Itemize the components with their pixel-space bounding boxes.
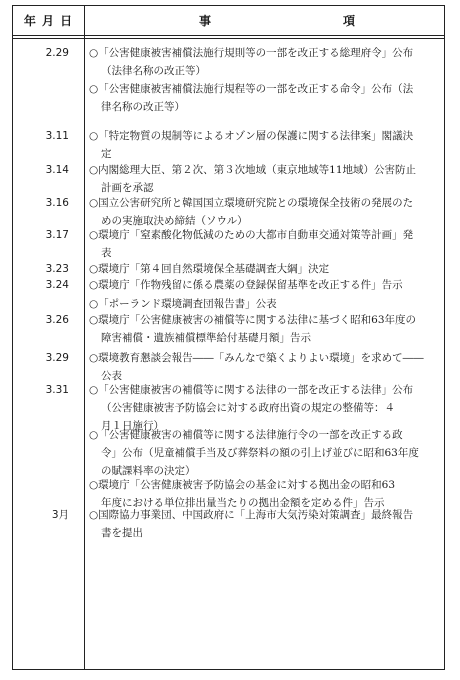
header-item-column-char2: 項	[343, 14, 356, 28]
entry-date: 3.17	[45, 229, 69, 241]
header-item-column-char1: 事	[199, 14, 212, 28]
entry-text-line: 計画を承認	[101, 182, 154, 194]
entry-text-line: の賦課料率の決定）	[101, 465, 196, 477]
column-divider	[84, 6, 85, 669]
entry-date: 3.11	[45, 130, 69, 142]
header-date-column: 年 月 日	[23, 14, 74, 28]
entry-text-line: 定	[101, 148, 112, 160]
entry-text-line: 書を提出	[101, 527, 143, 539]
entry-text-line: ○「公害健康被害補償法施行規則等の一部を改正する総理府令」公布	[89, 47, 414, 59]
entry-text	[89, 44, 439, 80]
entry-text-line: 月１日施行）	[101, 420, 164, 432]
entry-text-line: 公表	[101, 370, 122, 382]
entry-text-line: ○「特定物質の規制等によるオゾン層の保護に関する法律案」閣議決	[89, 130, 414, 142]
entry-text	[89, 349, 439, 385]
header-rule	[13, 35, 444, 36]
entry-text-line: ○国際協力事業団、中国政府に「上海市大気汚染対策調査」最終報告	[89, 509, 414, 521]
entry-text-line: ○環境庁「第４回自然環境保全基礎調査大綱」決定	[89, 263, 330, 275]
entry-text	[89, 80, 439, 116]
entry-text-line: ○国立公害研究所と韓国国立環境研究院との環境保全技術の発展のた	[89, 197, 414, 209]
entry-text-line: （法律名称の改正等）	[101, 65, 206, 77]
entry-text-line: 障害補償・遺族補償標準給付基礎月額」告示	[101, 332, 311, 344]
entry-date: 3.29	[45, 352, 69, 364]
entry-text-line: ○「公害健康被害補償法施行規程等の一部を改正する命令」公布（法	[89, 83, 414, 95]
entry-date: 3.14	[45, 164, 69, 176]
entry-date: 3.23	[45, 263, 69, 275]
entry-date: 3月	[51, 509, 69, 521]
entry-text-line: ○「ポーランド環境調査団報告書」公表	[89, 298, 277, 310]
entry-text-line: ○「公害健康被害の補償等に関する法律の一部を改正する法律」公布	[89, 384, 414, 396]
entry-text-line: 令」公布（児童補償手当及び葬祭料の額の引上げ並びに昭和63年度	[101, 447, 419, 459]
entry-text-line: ○環境庁「公害健康被害予防協会の基金に対する拠出金の昭和63	[89, 479, 396, 491]
entry-date: 3.24	[45, 279, 69, 291]
entry-text-line: （公害健康被害予防協会に対する政府出資の規定の整備等：４	[101, 402, 395, 414]
entry-date: 2.29	[45, 47, 69, 59]
entry-text-line: ○環境教育懇談会報告――「みんなで築くよりよい環境」を求めて――	[89, 352, 424, 364]
entry-text-line: ○環境庁「窒素酸化物低減のための大都市自動車交通対策等計画」発	[89, 229, 414, 241]
entry-text	[89, 226, 439, 262]
entry-date: 3.26	[45, 314, 69, 326]
entry-text-line: めの実施取決め締結（ソウル）	[101, 215, 248, 227]
entry-text-line: ○環境庁「作物残留に係る農薬の登録保留基準を改正する件」告示	[89, 279, 403, 291]
entry-text	[89, 161, 439, 197]
entry-text-line: 律名称の改正等）	[101, 101, 185, 113]
chronology-table	[12, 5, 445, 670]
entry-text	[89, 506, 439, 542]
header-rule-double	[13, 38, 444, 39]
entry-date: 3.31	[45, 384, 69, 396]
entry-text	[89, 194, 439, 230]
entry-text	[89, 426, 439, 480]
entry-text	[89, 127, 439, 163]
entry-text-line: 年度における単位排出量当たりの拠出金額を定める件」告示	[101, 497, 385, 509]
entry-text-line: 表	[101, 247, 112, 259]
entry-text-line: ○「公害健康被害の補償等に関する法律施行令の一部を改正する政	[89, 429, 403, 441]
entry-text	[89, 276, 439, 294]
entry-text	[89, 311, 439, 347]
entry-text-line: ○環境庁「公害健康被害の補償等に関する法律に基づく昭和63年度の	[89, 314, 417, 326]
entry-text-line: ○内閣総理大臣、第２次、第３次地域（東京地域等11地域）公害防止	[89, 164, 417, 176]
entry-date: 3.16	[45, 197, 69, 209]
